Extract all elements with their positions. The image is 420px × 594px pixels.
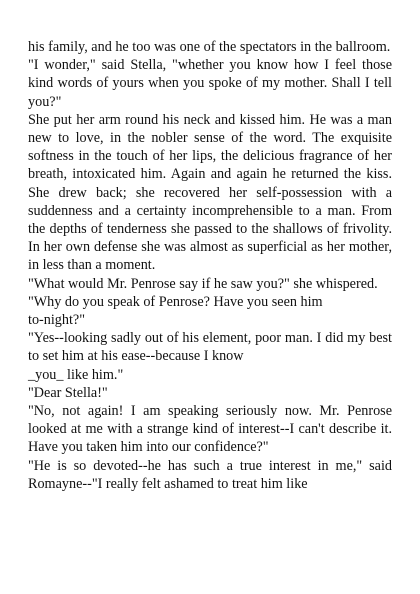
paragraph-7: "Dear Stella!" xyxy=(28,384,108,401)
paragraph-5: "Why do you speak of Penrose? Have you seen him to-night?" xyxy=(28,293,323,329)
paragraph-1: his family, and he too was one of the spectators in the ballroom. xyxy=(28,39,391,55)
paragraph-9: "He is so devoted--he has such a true interest in me," said Romayne--"I really felt ashamed to treat him like xyxy=(28,457,392,492)
paragraph-3: She put her arm round his neck and kissed him. He was a man new to love, in the nobler sense of the word. The exquisite softness in the touch of her lips, the delicious fragrance of her breath, intoxicated him. Again and again he returned the kiss. She drew back; she recovered her self-possession with a suddenness and a certainty incomprehensible to a man. From the depths of tenderness she passed to the shallows of frivolity. In her own defense she was almost as superficial as her mother, in less than a moment. xyxy=(28,111,392,274)
paragraph-4: "What would Mr. Penrose say if he saw you?" she whispered. xyxy=(28,275,378,292)
book-page-text xyxy=(28,38,392,493)
paragraph-2: "I wonder," said Stella, "whether you know how I feel those kind words of yours when you spoke of my mother. Shall I tell you?" xyxy=(28,57,392,110)
paragraph-6: "Yes--looking sadly out of his element, poor man. I did my best to set him at his ease--because I know _you_ like him." xyxy=(28,330,392,383)
paragraph-8: "No, not again! I am speaking seriously now. Mr. Penrose looked at me with a strange kind of interest--I can't describe it. Have you taken him into our confidence?" xyxy=(28,403,392,456)
